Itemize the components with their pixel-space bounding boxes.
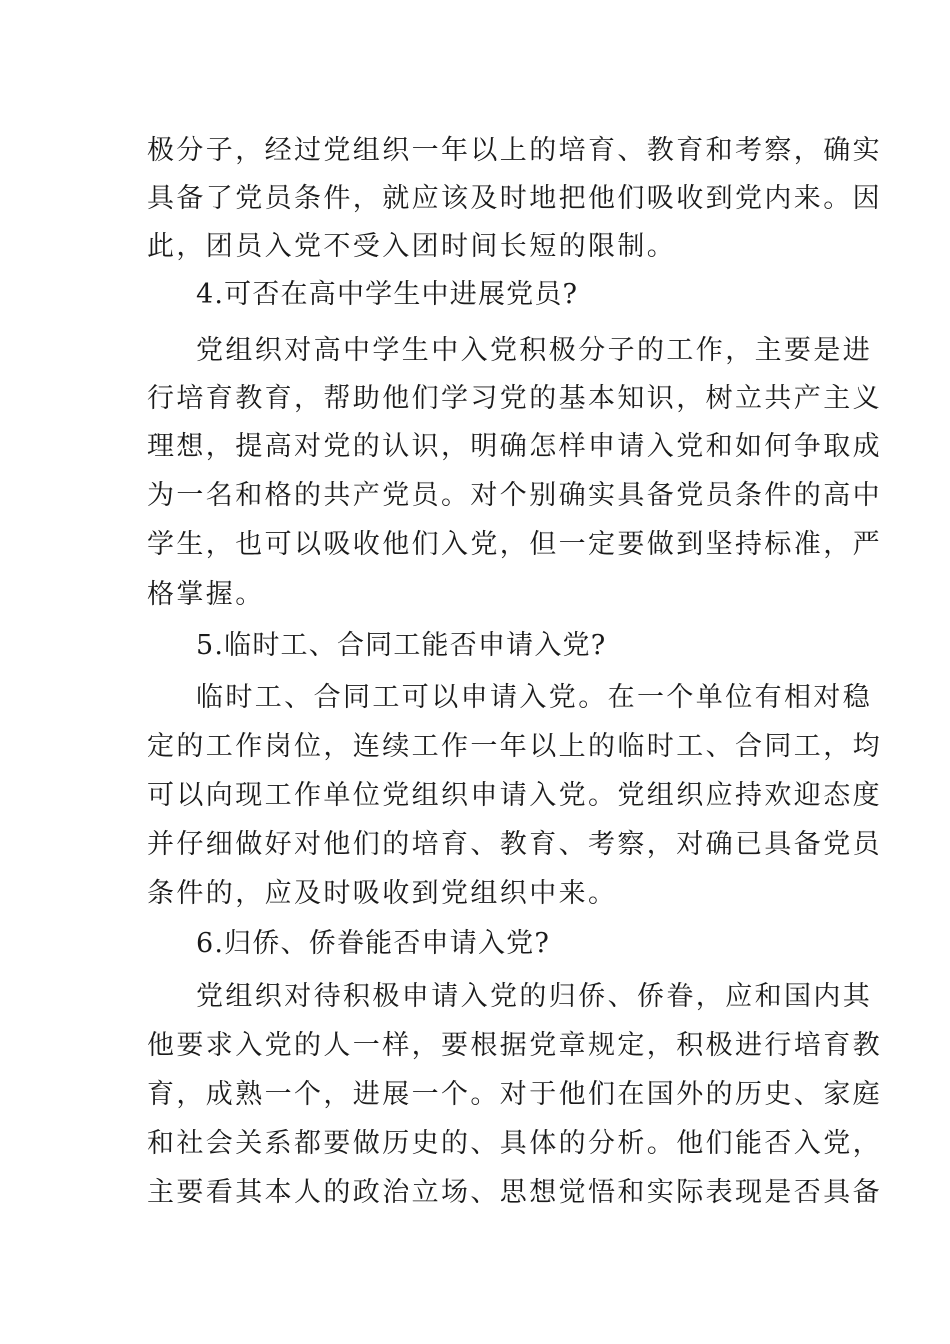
text-line-10: 格掌握。 [147, 579, 265, 610]
text-line-9: 学生，也可以吸收他们入党，但一定要做到坚持标准，严 [147, 529, 882, 560]
text-line-1: 极分子，经过党组织一年以上的培育、教育和考察，确实 [147, 135, 882, 166]
question-heading-5: 5.临时工、合同工能否申请入党? [196, 630, 607, 661]
text-line-20: 育，成熟一个，进展一个。对于他们在国外的历史、家庭 [147, 1079, 882, 1110]
text-line-6: 行培育教育，帮助他们学习党的基本知识，树立共产主义 [147, 383, 882, 414]
text-line-22: 主要看其本人的政治立场、思想觉悟和实际表现是否具备 [147, 1177, 882, 1208]
text-line-3: 此，团员入党不受入团时间长短的限制。 [147, 231, 677, 262]
question-heading-6: 6.归侨、侨眷能否申请入党? [196, 928, 551, 959]
text-line-12: 临时工、合同工可以申请入党。在一个单位有相对稳 [196, 682, 873, 713]
text-line-8: 为一名和格的共产党员。对个别确实具备党员条件的高中 [147, 480, 882, 511]
text-line-18: 党组织对待积极申请入党的归侨、侨眷，应和国内其 [196, 981, 873, 1012]
text-line-15: 并仔细做好对他们的培育、教育、考察，对确已具备党员 [147, 829, 882, 860]
text-line-2: 具备了党员条件，就应该及时地把他们吸收到党内来。因 [147, 183, 882, 214]
text-line-21: 和社会关系都要做历史的、具体的分析。他们能否入党， [147, 1128, 882, 1159]
text-line-16: 条件的，应及时吸收到党组织中来。 [147, 878, 618, 909]
text-line-13: 定的工作岗位，连续工作一年以上的临时工、合同工，均 [147, 731, 882, 762]
text-line-14: 可以向现工作单位党组织申请入党。党组织应持欢迎态度 [147, 780, 882, 811]
question-heading-4: 4.可否在高中学生中进展党员? [196, 279, 579, 310]
text-line-5: 党组织对高中学生中入党积极分子的工作，主要是进 [196, 335, 873, 366]
text-line-19: 他要求入党的人一样，要根据党章规定，积极进行培育教 [147, 1030, 882, 1061]
text-line-7: 理想，提高对党的认识，明确怎样申请入党和如何争取成 [147, 431, 882, 462]
